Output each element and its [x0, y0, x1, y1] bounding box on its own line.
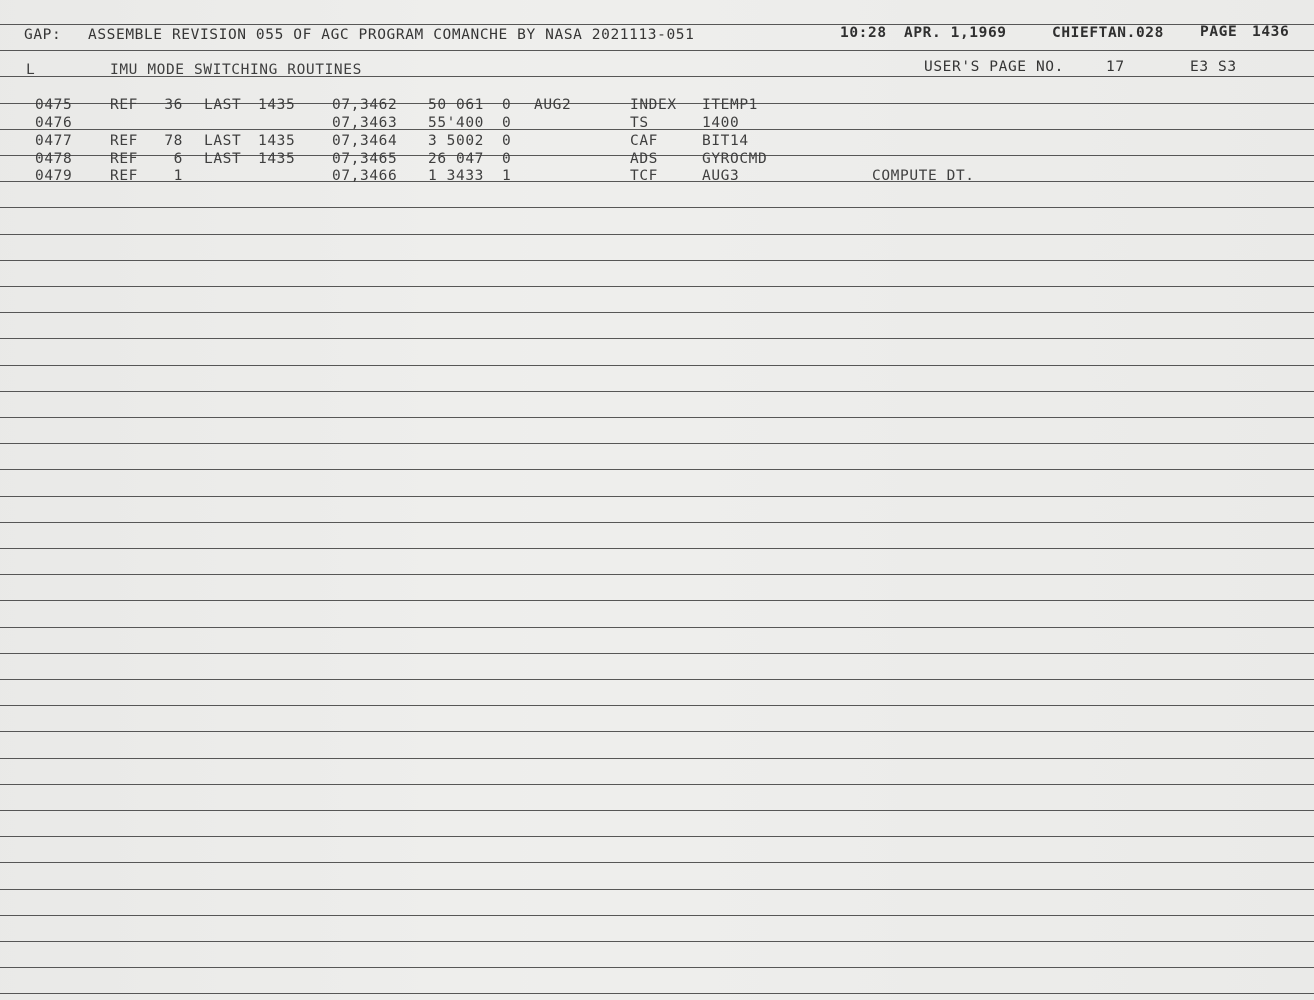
header-job: CHIEFTAN.028	[1052, 25, 1164, 41]
ruled-line	[0, 627, 1314, 628]
source-label: AUG2	[534, 97, 572, 113]
last-label: LAST	[204, 97, 242, 113]
ruled-line	[0, 207, 1314, 208]
ruled-line	[0, 338, 1314, 339]
line-number: 0479	[35, 168, 73, 184]
line-number: 0478	[35, 151, 73, 167]
parity-bit: 0	[502, 97, 512, 113]
ref-label: REF	[110, 151, 138, 167]
ruled-line	[0, 312, 1314, 313]
ref-count: 6	[173, 151, 183, 167]
users-page-label: USER'S PAGE NO.	[924, 59, 1064, 75]
ruled-line	[0, 50, 1314, 51]
page-codes: E3 S3	[1190, 59, 1237, 75]
octal-word: 50 061	[428, 97, 484, 113]
octal-word: 55'400	[428, 115, 484, 131]
ruled-line	[0, 836, 1314, 837]
ruled-line	[0, 758, 1314, 759]
ruled-line	[0, 234, 1314, 235]
users-page-number: 17	[1106, 59, 1125, 75]
last-label: LAST	[204, 151, 242, 167]
octal-word: 1 3433	[428, 168, 484, 184]
opcode: ADS	[630, 151, 658, 167]
operand: BIT14	[702, 133, 749, 149]
line-number: 0475	[35, 97, 73, 113]
operand: AUG3	[702, 168, 740, 184]
parity-bit: 0	[502, 133, 512, 149]
last-page: 1435	[258, 133, 296, 149]
ruled-line	[0, 469, 1314, 470]
ruled-line	[0, 810, 1314, 811]
ruled-line	[0, 286, 1314, 287]
ruled-line	[0, 574, 1314, 575]
octal-word: 3 5002	[428, 133, 484, 149]
ref-label: REF	[110, 97, 138, 113]
header-page-label: PAGE	[1200, 24, 1238, 40]
ruled-line	[0, 784, 1314, 785]
ruled-line	[0, 391, 1314, 392]
ruled-line	[0, 679, 1314, 680]
ruled-line	[0, 600, 1314, 601]
ruled-line	[0, 260, 1314, 261]
operand: GYROCMD	[702, 151, 768, 167]
operand: ITEMP1	[702, 97, 758, 113]
header-tag: GAP:	[24, 27, 62, 43]
address: 07,3463	[332, 115, 398, 131]
ruled-line	[0, 941, 1314, 942]
header-time: 10:28	[840, 25, 887, 41]
ruled-line	[0, 862, 1314, 863]
last-label: LAST	[204, 133, 242, 149]
section-title: IMU MODE SWITCHING ROUTINES	[110, 62, 362, 78]
parity-bit: 1	[502, 168, 512, 184]
ref-count: 36	[164, 97, 183, 113]
ruled-line	[0, 993, 1314, 994]
ruled-line	[0, 915, 1314, 916]
ruled-line	[0, 548, 1314, 549]
ruled-line	[0, 129, 1314, 130]
ref-count: 1	[173, 168, 183, 184]
opcode: TS	[630, 115, 649, 131]
ruled-line	[0, 522, 1314, 523]
listing-type: L	[26, 62, 36, 78]
ruled-line	[0, 705, 1314, 706]
comment: COMPUTE DT.	[872, 168, 975, 184]
address: 07,3462	[332, 97, 398, 113]
ruled-line	[0, 443, 1314, 444]
opcode: INDEX	[630, 97, 677, 113]
header-date: APR. 1,1969	[904, 25, 1007, 41]
ruled-line	[0, 967, 1314, 968]
parity-bit: 0	[502, 115, 512, 131]
ref-label: REF	[110, 168, 138, 184]
ref-count: 78	[164, 133, 183, 149]
opcode: TCF	[630, 168, 658, 184]
last-page: 1435	[258, 151, 296, 167]
header-title: ASSEMBLE REVISION 055 OF AGC PROGRAM COMANCHE BY NASA 2021113-051	[88, 27, 695, 43]
address: 07,3465	[332, 151, 398, 167]
opcode: CAF	[630, 133, 658, 149]
line-number: 0477	[35, 133, 73, 149]
ruled-line	[0, 365, 1314, 366]
ruled-line	[0, 417, 1314, 418]
operand: 1400	[702, 115, 740, 131]
ruled-line	[0, 653, 1314, 654]
line-number: 0476	[35, 115, 73, 131]
ref-label: REF	[110, 133, 138, 149]
header-page-number: 1436	[1252, 24, 1290, 40]
ruled-line	[0, 889, 1314, 890]
address: 07,3466	[332, 168, 398, 184]
ruled-line	[0, 731, 1314, 732]
last-page: 1435	[258, 97, 296, 113]
octal-word: 26 047	[428, 151, 484, 167]
address: 07,3464	[332, 133, 398, 149]
ruled-line	[0, 496, 1314, 497]
parity-bit: 0	[502, 151, 512, 167]
